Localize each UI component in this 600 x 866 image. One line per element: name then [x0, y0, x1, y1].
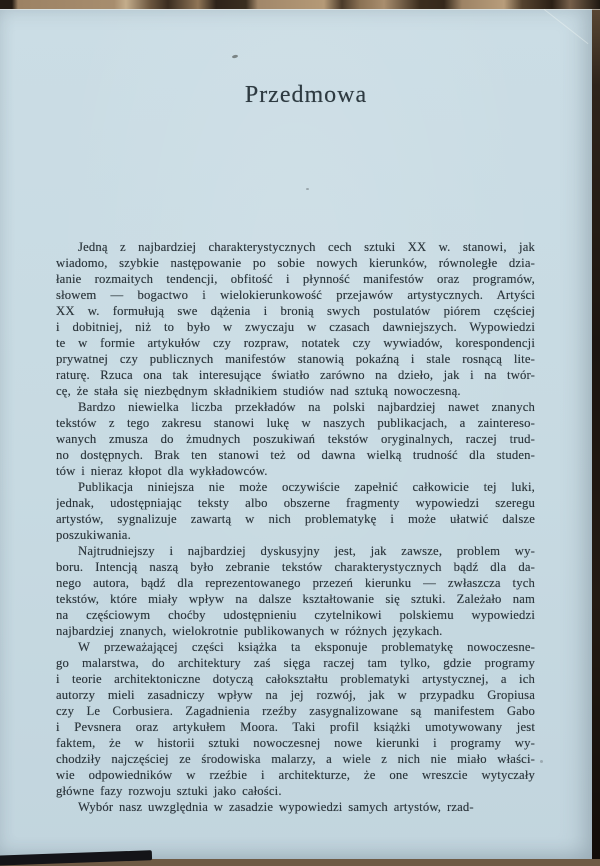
paragraph	[56, 799, 535, 815]
text-line: najbardziej znanych, wielokrotnie publikowanych w różnych językach.	[56, 624, 443, 638]
text-line: poszukiwania.	[56, 528, 131, 542]
text-line: tekstów, które miały wpływ na dalsze kształtowanie się sztuki. Zależało nam	[56, 592, 535, 606]
paragraph	[56, 399, 535, 479]
text-line: Jedną z najbardziej charakterystycznych cech sztuki XX w. stanowi, jak	[78, 240, 535, 254]
text-line: jednak, udostępniając teksty albo obszerne fragmenty wypowiedzi szeregu	[56, 496, 535, 510]
text-line: wanych zmusza do żmudnych poszukiwań tekstów oryginalnych, raczej trud-	[56, 432, 535, 446]
text-line: boru. Intencją naszą było zebranie tekstów charakterystycznych bądź dla da-	[56, 560, 535, 574]
text-line: łanie rozmaitych tendencji, obfitość i płynność manifestów oraz programów,	[56, 272, 535, 286]
text-line: autorzy mieli zasadniczy wpływ na jej rozwój, jak w przypadku Gropiusa	[56, 688, 535, 702]
text-line: nego autora, bądź dla reprezentowanego przezeń kierunku — zwłaszcza tych	[56, 576, 535, 590]
text-line: prywatnej czy publicznych manifestów stanowią pokaźną i stale rosnącą lite-	[56, 352, 535, 366]
text-line: artystów, sygnalizuje zawartą w nich problematykę i może ułatwić dalsze	[56, 512, 535, 526]
text-line: Wybór nasz uwzględnia w zasadzie wypowiedzi samych artystów, rzad-	[78, 800, 474, 814]
book-page	[0, 8, 592, 859]
ink-speck	[306, 188, 309, 190]
paragraph	[56, 543, 535, 639]
text-line: te w formie artykułów czy rozpraw, notatek czy wywiadów, korespondencji	[56, 336, 535, 350]
text-line: główne fazy rozwoju sztuki jako całości.	[56, 784, 282, 798]
text-block	[56, 239, 535, 815]
text-line: faktem, że w historii sztuki nowoczesnej nowe kierunki i programy wy-	[56, 736, 535, 750]
text-line: tekstów z tego zakresu stanowi lukę w naszych publikacjach, a zaintereso-	[56, 416, 535, 430]
text-line: i teorie architektoniczne dotyczą całokształtu problematyki artystycznej, a ich	[56, 672, 535, 686]
page-title: Przedmowa	[244, 82, 368, 108]
paragraph	[56, 639, 535, 799]
ink-speck	[540, 760, 543, 763]
text-line: wie odpowiedników w rzeźbie i architekturze, że one wreszcie wytyczały	[56, 768, 535, 782]
text-line: wiadomo, szybkie następowanie po sobie nowych kierunków, równoległe dzia-	[56, 256, 535, 270]
paragraph	[56, 239, 535, 399]
text-line: tów i nieraz kłopot dla wykładowców.	[56, 464, 268, 478]
paragraph	[56, 479, 535, 543]
text-line: raturę. Rzuca ona tak interesujące światło zarówno na dzieło, jak i na twór-	[56, 368, 535, 382]
text-line: i Pevsnera oraz artykułem Moora. Taki profil książki umotywowany jest	[56, 720, 535, 734]
text-line: Publikacja niniejsza nie może oczywiście zapełnić całkowicie tej luki,	[78, 480, 535, 494]
text-line: cę, że stała się niezbędnym składnikiem studiów nad sztuką nowoczesną.	[56, 384, 461, 398]
page-title-row	[0, 82, 592, 109]
text-line: W przeważającej części książka ta eksponuje problematykę nowoczesne-	[78, 640, 535, 654]
text-line: Bardzo niewielka liczba przekładów na polski najbardziej nawet znanych	[78, 400, 535, 414]
text-line: i dobitniej, niż to było w zwyczaju w czasach dawniejszych. Wypowiedzi	[56, 320, 535, 334]
text-line: czy Le Corbusiera. Zagadnienia rzeźby zasygnalizowane są manifestem Gabo	[56, 704, 535, 718]
scan-top-edge	[0, 0, 600, 9]
text-line: na częściowym choćby udostępnieniu czytelnikowi polskiemu wypowiedzi	[56, 608, 535, 622]
text-line: go malarstwa, do architektury zaś sięga raczej tam tylko, gdzie programy	[56, 656, 535, 670]
text-line: chodziły najczęściej ze środowiska malarzy, a wiele z nich nie miało właści-	[56, 752, 535, 766]
text-line: słowem — bogactwo i wielokierunkowość przejawów artystycznych. Artyści	[56, 288, 535, 302]
text-line: XX w. formułują swe dążenia i bronią swych postulatów piórem częściej	[56, 304, 535, 318]
text-line: Najtrudniejszy i najbardziej dyskusyjny jest, jak zawsze, problem wy-	[78, 544, 535, 558]
book-right-edge	[592, 0, 600, 859]
text-line: no dostępnych. Brak ten stanowi też od dawna wielką trudność dla studen-	[56, 448, 535, 462]
